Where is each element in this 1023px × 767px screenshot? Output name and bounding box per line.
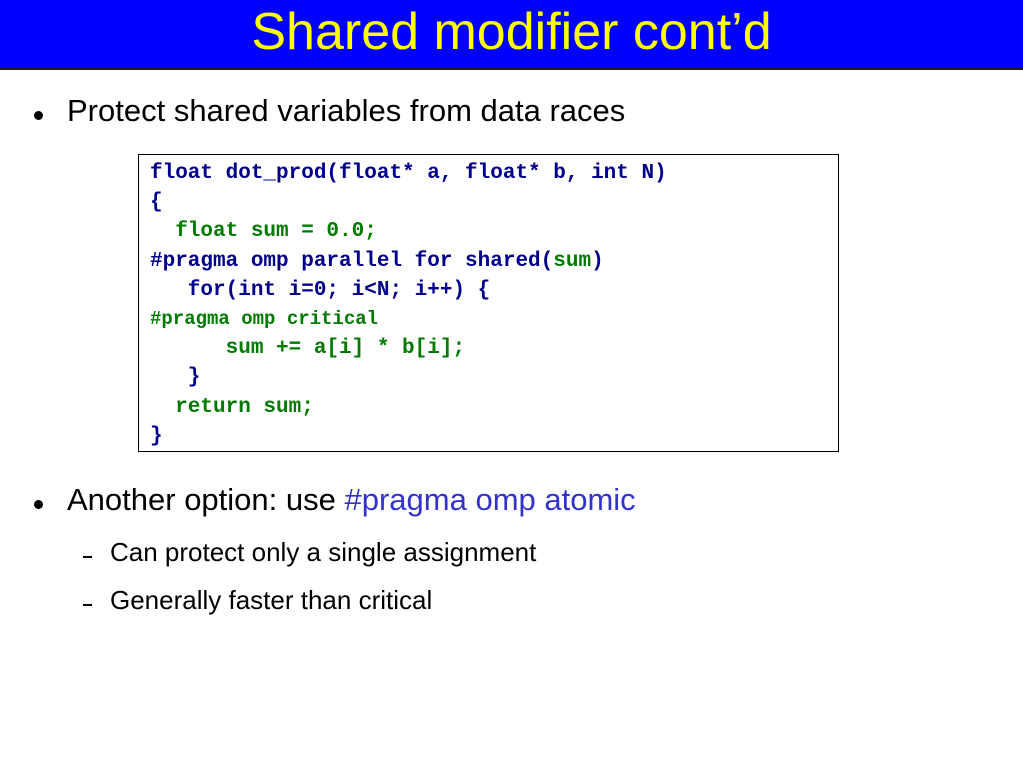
code-block: [138, 154, 839, 452]
bullet-text: [67, 484, 636, 515]
code-line: {: [150, 191, 163, 215]
sub-bullet-text: Generally faster than critical: [110, 585, 433, 615]
code-line: }: [150, 366, 201, 390]
code-line: }: [150, 424, 163, 448]
code-line: return sum;: [150, 395, 314, 419]
bullet-item: [34, 484, 636, 515]
code-line: sum += a[i] * b[i];: [150, 337, 466, 361]
code-segment: sum: [553, 249, 592, 273]
code-segment: ): [591, 249, 604, 273]
bullet-text-highlight: #pragma omp atomic: [344, 482, 636, 517]
code-line: [150, 247, 838, 276]
title-bar: [0, 0, 1023, 70]
sub-bullet-item: [83, 539, 536, 565]
sub-bullet-item: [83, 587, 432, 613]
dash-icon: [83, 556, 92, 558]
code-line: for(int i=0; i<N; i++) {: [150, 278, 491, 302]
bullet-dot-icon: [34, 111, 43, 120]
bullet-text: Protect shared variables from data races: [67, 93, 626, 128]
slide-title: Shared modifier cont’d: [251, 3, 772, 61]
code-line: #pragma omp critical: [150, 307, 379, 330]
code-line: float sum = 0.0;: [150, 220, 377, 244]
bullet-item: [34, 95, 625, 126]
bullet-dot-icon: [34, 500, 43, 509]
sub-bullet-text: Can protect only a single assignment: [110, 537, 537, 567]
code-line: float dot_prod(float* a, float* b, int N): [150, 162, 667, 185]
bullet-text-prefix: Another option: use: [67, 482, 345, 517]
code-segment: #pragma omp parallel for shared(: [150, 249, 554, 273]
dash-icon: [83, 604, 92, 606]
